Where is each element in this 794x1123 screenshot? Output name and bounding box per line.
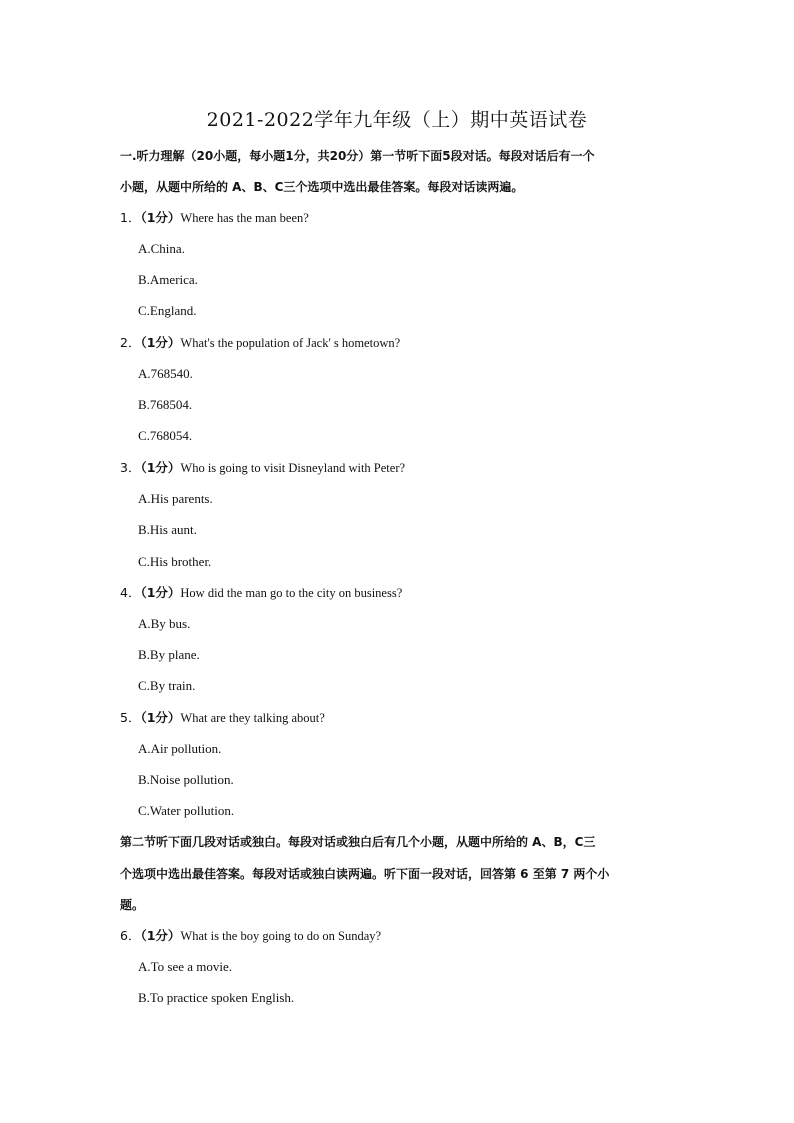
question-5: [120, 708, 325, 728]
question-text: What are they talking about?: [180, 711, 325, 725]
question-1-option-a: A.China.: [138, 241, 185, 256]
question-number: 6．: [120, 928, 141, 943]
section-2-instructions-line-3: 题。: [120, 898, 145, 912]
question-score: （1分）: [140, 585, 181, 600]
question-1-option-c: C.England.: [138, 303, 197, 318]
question-2: [120, 333, 400, 353]
question-3-option-a: A.His parents.: [138, 491, 213, 506]
question-1: [120, 208, 309, 228]
question-4-option-c: C.By train.: [138, 678, 196, 693]
question-score: （1分）: [140, 335, 181, 350]
question-5-option-a: A.Air pollution.: [138, 741, 222, 756]
question-2-option-a: A.768540.: [138, 366, 193, 381]
question-number: 5．: [120, 710, 141, 725]
question-3-option-b: B.His aunt.: [138, 522, 197, 537]
question-6-option-a: A.To see a movie.: [138, 959, 233, 974]
question-number: 1．: [120, 210, 141, 225]
question-text: Who is going to visit Disneyland with Peter?: [180, 461, 406, 475]
question-number: 2．: [120, 335, 141, 350]
section-2-instructions-line-1: 第二节听下面几段对话或独白。每段对话或独白后有几个小题，从题中所给的 A、B，C三: [120, 835, 596, 849]
page-title: 2021-2022学年九年级（上）期中英语试卷: [206, 109, 588, 131]
question-number: 3．: [120, 460, 141, 475]
section-1-instructions-line-1: 一.听力理解（20小题，每小题1分，共20分）第一节听下面5段对话。每段对话后有一个: [120, 149, 595, 163]
question-5-option-b: B.Noise pollution.: [138, 772, 234, 787]
section-1-instructions-line-2: 小题，从题中所给的 A、B、C三个选项中选出最佳答案。每段对话读两遍。: [120, 180, 524, 194]
question-text: What is the boy going to do on Sunday?: [180, 929, 382, 943]
question-4: [120, 583, 402, 603]
question-1-option-b: B.America.: [138, 272, 198, 287]
question-2-option-b: B.768504.: [138, 397, 193, 412]
question-text: What's the population of Jack' s hometown?: [180, 336, 401, 350]
question-score: （1分）: [140, 460, 181, 475]
question-4-option-b: B.By plane.: [138, 647, 200, 662]
section-2-instructions-line-2: 个选项中选出最佳答案。每段对话或独白读两遍。听下面一段对话，回答第 6 至第 7 两个小: [120, 867, 610, 881]
question-5-option-c: C.Water pollution.: [138, 803, 235, 818]
question-3: [120, 458, 405, 478]
question-3-option-c: C.His brother.: [138, 554, 212, 569]
question-6-option-b: B.To practice spoken English.: [138, 990, 295, 1005]
question-6: [120, 926, 381, 946]
question-score: （1分）: [140, 210, 181, 225]
question-number: 4．: [120, 585, 141, 600]
question-4-option-a: A.By bus.: [138, 616, 191, 631]
question-text: How did the man go to the city on business?: [180, 586, 403, 600]
question-score: （1分）: [140, 928, 181, 943]
question-2-option-c: C.768054.: [138, 428, 193, 443]
question-text: Where has the man been?: [180, 211, 309, 225]
question-score: （1分）: [140, 710, 181, 725]
